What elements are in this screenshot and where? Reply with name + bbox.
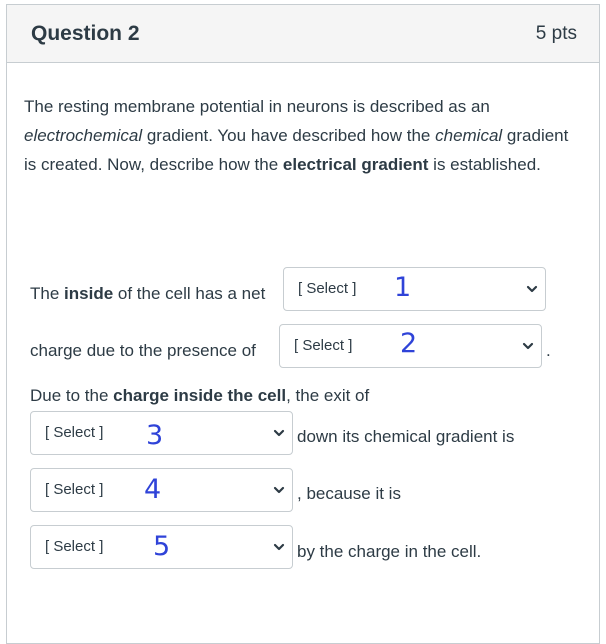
dropdown-2-placeholder: [ Select ] [294, 337, 353, 354]
prompt-emphasis-electrochemical: electrochemical [24, 126, 143, 145]
chevron-down-icon [525, 282, 539, 296]
prompt-bold-electrical-gradient: electrical gradient [282, 155, 429, 174]
dropdown-4-placeholder: [ Select ] [45, 481, 104, 498]
handwritten-annotation-2: 2 [400, 328, 418, 359]
sentence-4: down its chemical gradient is [297, 427, 515, 446]
sentence-5: , because it is [297, 484, 401, 503]
question-points: 5 pts [535, 23, 577, 44]
question-title: Question 2 [31, 22, 140, 45]
handwritten-annotation-5: 5 [153, 531, 171, 562]
chevron-down-icon [272, 426, 286, 440]
dropdown-1-placeholder: [ Select ] [298, 280, 357, 297]
handwritten-annotation-3: 3 [146, 420, 164, 451]
sentence-3 [30, 386, 369, 406]
handwritten-annotation-1: 1 [394, 272, 412, 303]
sentence-3-bold: charge inside the cell [113, 386, 287, 405]
prompt-text-4: is established. [428, 155, 541, 174]
prompt-emphasis-chemical: chemical [435, 126, 503, 145]
question-prompt [24, 92, 569, 179]
answer-dropdown-4[interactable] [30, 468, 293, 512]
sentence-1-post: of the cell has a net [113, 284, 266, 303]
chevron-down-icon [272, 483, 286, 497]
answer-dropdown-1[interactable] [283, 267, 546, 311]
sentence-3-pre: Due to the [30, 386, 114, 405]
sentence-1 [30, 284, 265, 304]
chevron-down-icon [272, 540, 286, 554]
handwritten-annotation-4: 4 [144, 474, 162, 505]
prompt-text-1: The resting membrane potential in neurons is described as an [24, 97, 490, 116]
dropdown-3-placeholder: [ Select ] [45, 424, 104, 441]
sentence-2-period: . [546, 341, 551, 360]
dropdown-5-placeholder: [ Select ] [45, 538, 104, 555]
sentence-1-pre: The [30, 284, 65, 303]
question-header [7, 5, 599, 63]
sentence-1-bold: inside [64, 284, 114, 303]
chevron-down-icon [521, 339, 535, 353]
sentence-3-post: , the exit of [286, 386, 370, 405]
prompt-text-2: gradient. You have described how the [142, 126, 436, 145]
prompt-text-3: gradient is created. Now, describe how the [24, 126, 569, 174]
sentence-2: charge due to the presence of [30, 341, 256, 360]
sentence-6: by the charge in the cell. [297, 542, 482, 561]
